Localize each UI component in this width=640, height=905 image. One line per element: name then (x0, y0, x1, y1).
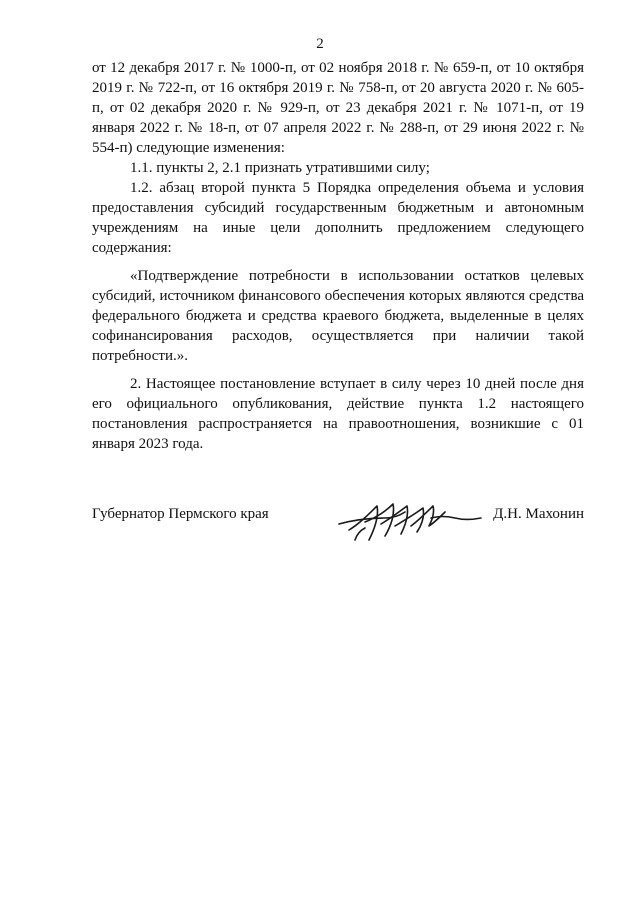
paragraph-amendments-intro: от 12 декабря 2017 г. № 1000-п, от 02 ноября 2018 г. № 659-п, от 10 октября 2019 г. № 722-п, от 16 октября 2019 г. № 758-п, от 20 августа 2020 г. № 605-п, от 02 декабря 2020 г. № 929-п, от 23 декабря 2021 г. № 1071-п, от 19 января 2022 г. № 18-п, от 07 апреля 2022 г. № 288-п, от 29 июня 2022 г. № 554-п) следующие изменения: (92, 60, 584, 156)
document-body (92, 58, 584, 454)
signatory-name: Д.Н. Махонин (493, 506, 584, 522)
paragraph-item-1-1: 1.1. пункты 2, 2.1 признать утратившими силу; (130, 160, 430, 176)
handwritten-signature-icon (335, 496, 485, 546)
paragraph-item-1-2: 1.2. абзац второй пункта 5 Порядка определения объема и условия предоставления субсидий государственным бюджетным и автономным учреждениям на иные цели дополнить предложением следующего содержания: (92, 180, 584, 256)
paragraph-item-2: 2. Настоящее постановление вступает в силу через 10 дней после дня его официального опубликования, действие пункта 1.2 настоящего постановления распространяется на правоотношения, возникшие с 01 января 2023 года. (92, 376, 584, 452)
signature-block (92, 496, 584, 546)
paragraph-quoted-text: «Подтверждение потребности в использовании остатков целевых субсидий, источником финансового обеспечения которых являются средства федерального бюджета и средства краевого бюджета, выделенные в целях софинансирования расходов, осуществляется при наличии такой потребности.». (92, 268, 584, 364)
page-number: 2 (316, 36, 324, 52)
signatory-position: Губернатор Пермского края (92, 506, 269, 522)
